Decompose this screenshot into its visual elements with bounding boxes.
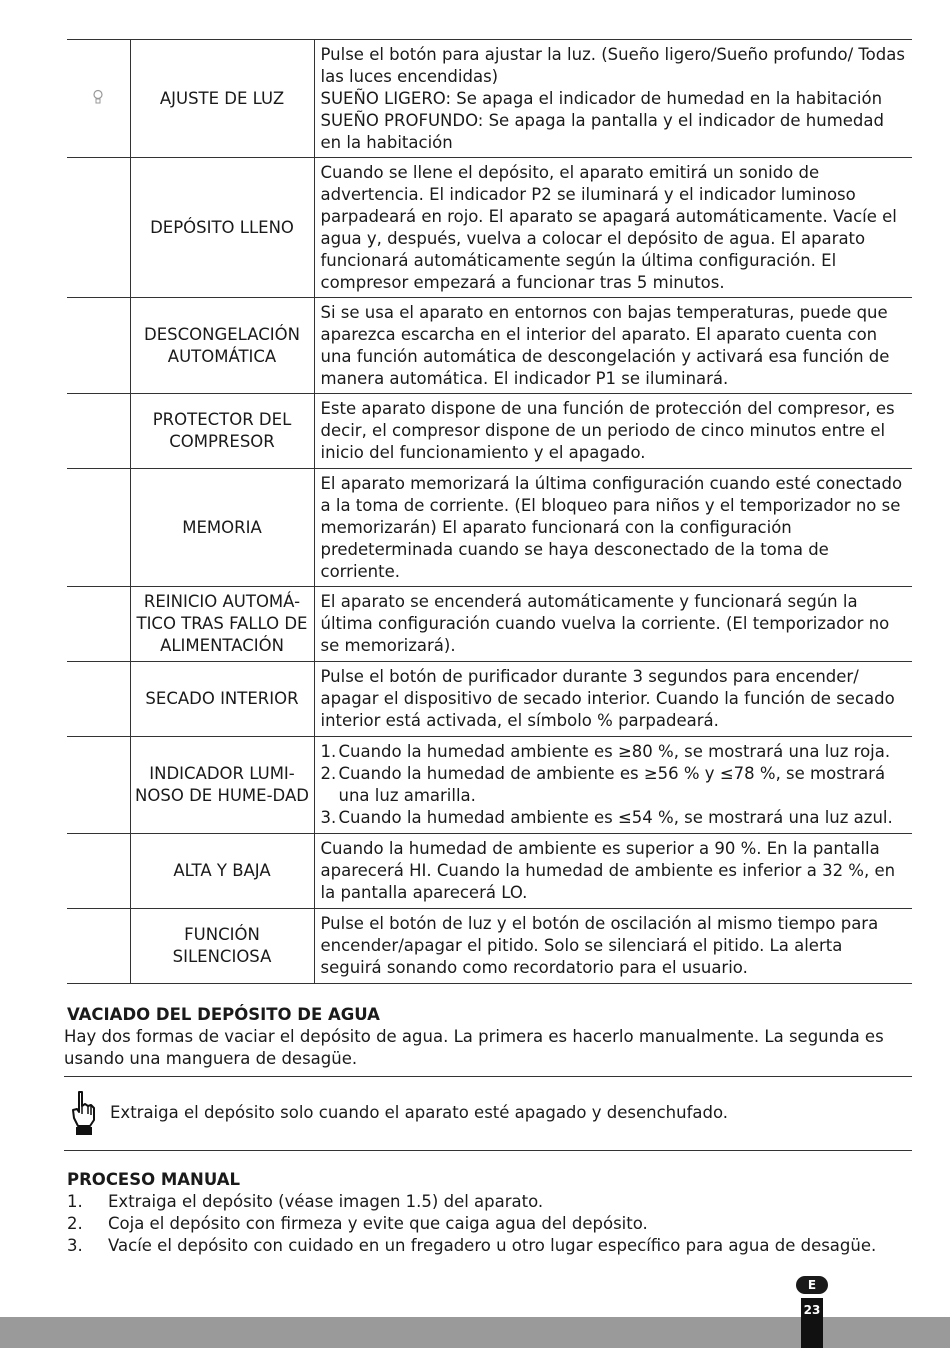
step-number: 1. [67, 1192, 83, 1211]
step-number: 3. [67, 1236, 83, 1255]
table-row [67, 737, 912, 834]
feature-description: Pulse el botón para ajustar la luz. (Sueño ligero/Sueño profundo/ Todas las luces encendidas) SUEÑO LIGERO: Se apaga el indicador de humedad en la habitación SUEÑO PROFUNDO: Se apaga la pantalla y el indicador de humedad en la habitación [320, 44, 905, 152]
section-title: VACIADO DEL DEPÓSITO DE AGUA [67, 1005, 380, 1024]
row-icon-cell [67, 158, 130, 298]
list-number: 3. [320, 808, 337, 827]
feature-description: El aparato memorizará la última configuración cuando esté conectado a la toma de corriente. (El bloqueo para niños y el temporizador no se memorizarán) El aparato funcionará con la configuración predeterminada cuando se haya desconectado de la toma de corriente. [320, 473, 903, 581]
table-row [67, 834, 912, 909]
list-item [67, 1191, 876, 1213]
feature-description: Cuando la humedad de ambiente es superior a 90 %. En la pantalla aparecerá HI. Cuando la humedad de ambiente es inferior a 32 %, en la pantalla aparecerá LO. [320, 839, 896, 902]
process-steps [67, 1191, 876, 1257]
feature-name: MEMORIA [130, 469, 314, 587]
bulb-icon [93, 89, 103, 105]
feature-description: Cuando se llene el depósito, el aparato emitirá un sonido de advertencia. El indicador P2 se iluminará y el indicador luminoso parpadeará en rojo. El aparato se apagará automáticamente. Vacíe el agua y, después, vuelva a colocar el depósito de agua. El aparato funcionará automáticamente según la última configuración. El compresor empezará a funcionar tras 5 minutos. [320, 162, 897, 292]
feature-description: Pulse el botón de purificador durante 3 segundos para encender/ apagar el dispositivo de secado interior. Cuando la función de secado interior está activada, el símbolo % parpadeará. [320, 667, 895, 730]
language-badge: E [796, 1276, 828, 1294]
table-row [67, 662, 912, 737]
feature-name: ALTA Y BAJA [130, 834, 314, 909]
feature-description: Si se usa el aparato en entornos con bajas temperaturas, puede que aparezca escarcha en el interior del aparato. El aparato cuenta con una función automática de descongelación y activará esa función de manera automática. El indicador P1 se iluminará. [320, 302, 890, 388]
row-icon-cell [67, 394, 130, 469]
feature-name: REINICIO AUTOMÁ-TICO TRAS FALLO DE ALIMENTACIÓN [130, 587, 314, 662]
section-intro: Hay dos formas de vaciar el depósito de agua. La primera es hacerlo manualmente. La segunda es usando una manguera de desagüe. [64, 1027, 884, 1068]
list-number: 1. [320, 742, 337, 761]
row-icon-cell [67, 662, 130, 737]
row-icon-cell [67, 298, 130, 394]
feature-name: INDICADOR LUMI-NOSO DE HUME-DAD [130, 737, 314, 834]
divider [64, 1076, 912, 1077]
page-number: 23 [801, 1298, 823, 1348]
table-row [67, 394, 912, 469]
list-text: Cuando la humedad ambiente es ≥80 %, se mostrará una luz roja. [338, 742, 891, 761]
row-icon-cell [67, 834, 130, 909]
list-item [321, 763, 909, 807]
table-row [67, 40, 912, 158]
feature-description: Este aparato dispone de una función de protección del compresor, es decir, el compresor dispone de un periodo de cinco minutos entre el inicio del funcionamiento y el apagado. [320, 399, 895, 462]
feature-description [314, 737, 912, 834]
list-text: Cuando la humedad ambiente es ≤54 %, se mostrará una luz azul. [338, 808, 893, 827]
table-row [67, 298, 912, 394]
table-row [67, 587, 912, 662]
feature-name: AJUSTE DE LUZ [130, 40, 314, 158]
step-text: Extraiga el depósito (véase imagen 1.5) del aparato. [108, 1192, 544, 1211]
step-number: 2. [67, 1214, 83, 1233]
feature-name: DEPÓSITO LLENO [130, 158, 314, 298]
features-table [67, 39, 912, 984]
list-item [67, 1213, 876, 1235]
feature-name: FUNCIÓN SILENCIOSA [130, 909, 314, 984]
pointing-hand-icon [70, 1090, 96, 1136]
step-text: Coja el depósito con firmeza y evite que caiga agua del depósito. [108, 1214, 648, 1233]
list-text: Cuando la humedad de ambiente es ≥56 % y ≤78 %, se mostrará una luz amarilla. [338, 764, 886, 805]
row-icon-cell [67, 909, 130, 984]
divider [64, 1150, 912, 1151]
feature-description: Pulse el botón de luz y el botón de oscilación al mismo tiempo para encender/apagar el pitido. Solo se silenciará el pitido. La alerta seguirá sonando como recordatorio para el usuario. [320, 914, 879, 977]
row-icon-cell [67, 587, 130, 662]
table-row [67, 158, 912, 298]
note-text: Extraiga el depósito solo cuando el aparato esté apagado y desenchufado. [110, 1103, 729, 1122]
feature-description: El aparato se encenderá automáticamente y funcionará según la última configuración cuando vuelva la corriente. (El temporizador no se memorizará). [320, 592, 890, 655]
list-number: 2. [320, 764, 337, 783]
row-icon-cell [67, 469, 130, 587]
table-row [67, 909, 912, 984]
step-text: Vacíe el depósito con cuidado en un fregadero u otro lugar específico para agua de desagüe. [108, 1236, 877, 1255]
feature-name: DESCONGELACIÓN AUTOMÁTICA [130, 298, 314, 394]
list-item [321, 807, 909, 829]
list-item [67, 1235, 876, 1257]
row-icon-cell [67, 737, 130, 834]
feature-name: PROTECTOR DEL COMPRESOR [130, 394, 314, 469]
list-item [321, 741, 909, 763]
row-icon-cell [67, 40, 130, 158]
process-title: PROCESO MANUAL [67, 1170, 241, 1189]
feature-name: SECADO INTERIOR [130, 662, 314, 737]
table-row [67, 469, 912, 587]
